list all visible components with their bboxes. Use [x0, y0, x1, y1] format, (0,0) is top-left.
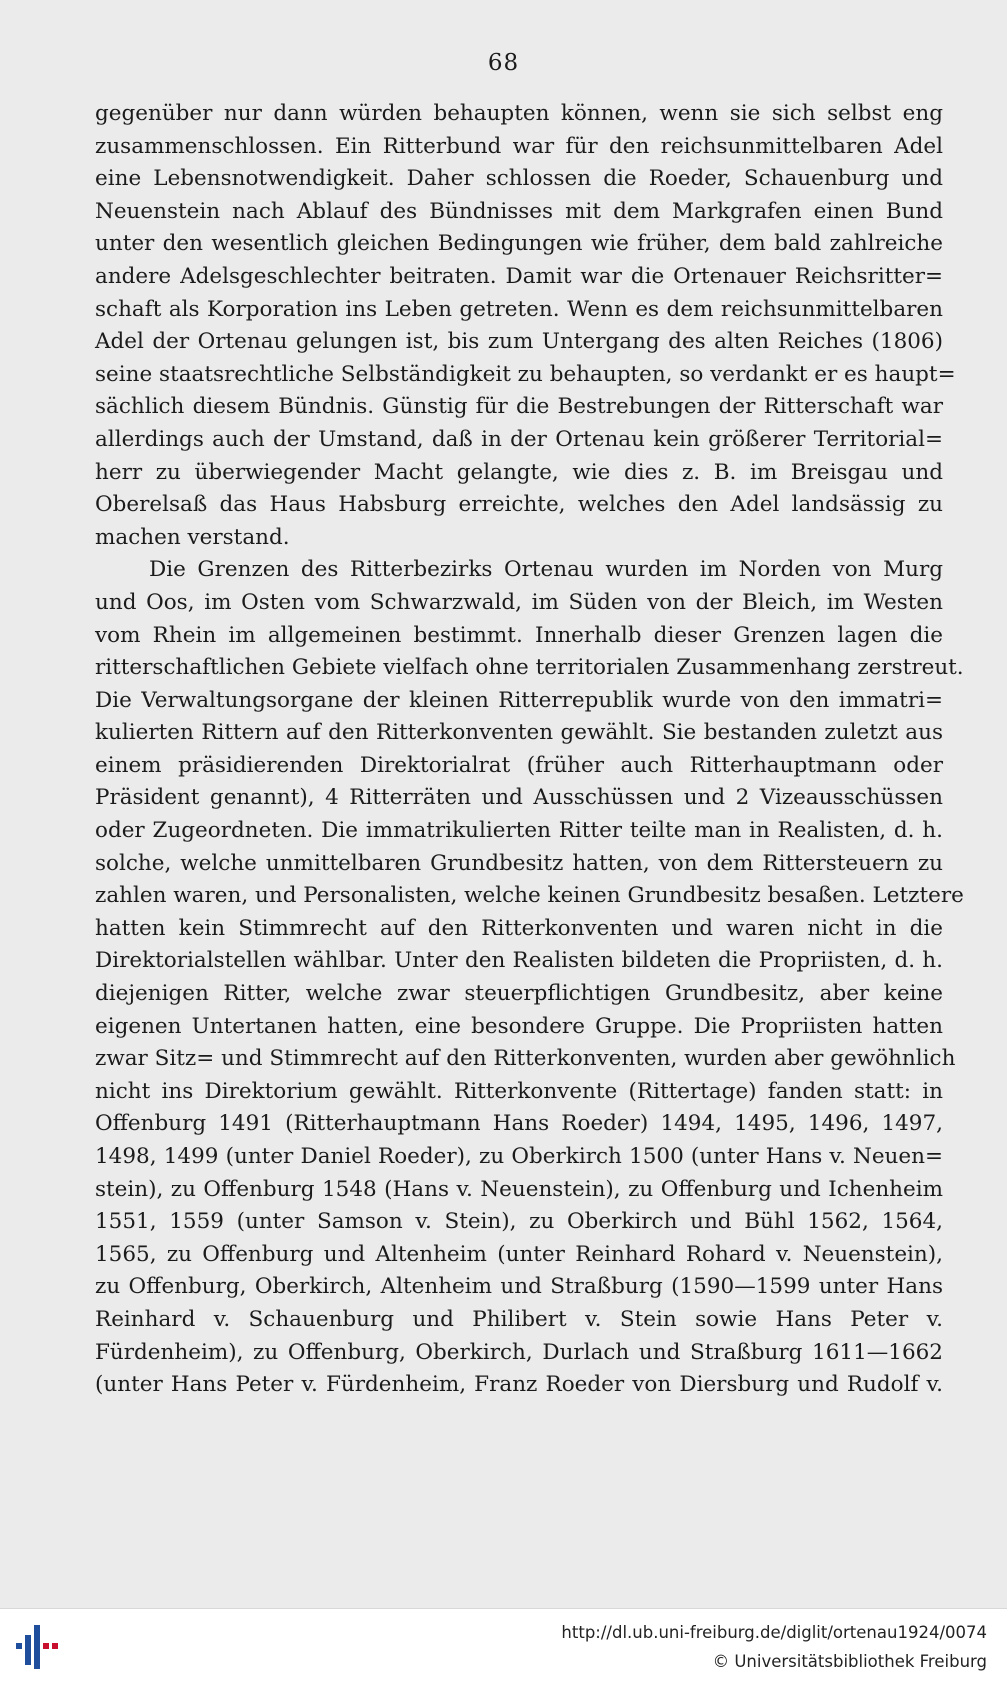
text-line: 1565, zu Offenburg und Altenheim (unter Reinhard Rohard v. Neuenstein), [95, 1241, 943, 1267]
text-line: einem präsidierenden Direktorialrat (früher auch Ritterhauptmann oder [95, 752, 943, 778]
text-line: zahlen waren, und Personalisten, welche keinen Grundbesitz besaßen. Letztere [95, 883, 964, 909]
text-line: 1551, 1559 (unter Samson v. Stein), zu Oberkirch und Bühl 1562, 1564, [95, 1209, 943, 1235]
text-line: Offenburg 1491 (Ritterhauptmann Hans Roeder) 1494, 1495, 1496, 1497, [95, 1111, 943, 1137]
text-line: Oberelsaß das Haus Habsburg erreichte, welches den Adel landsässig zu [95, 492, 943, 518]
text-line: 1498, 1499 (unter Daniel Roeder), zu Oberkirch 1500 (unter Hans v. Neuen= [95, 1144, 943, 1169]
text-line: Präsident genannt), 4 Ritterräten und Ausschüssen und 2 Vizeausschüssen [95, 785, 943, 811]
text-line: Die Grenzen des Ritterbezirks Ortenau wurden im Norden von Murg [149, 557, 943, 583]
text-line: Neuenstein nach Ablauf des Bündnisses mit dem Markgrafen einen Bund [95, 198, 943, 224]
copyright-notice: © Universitätsbibliothek Freiburg [712, 1652, 987, 1671]
text-line: stein), zu Offenburg 1548 (Hans v. Neuenstein), zu Offenburg und Ichenheim [95, 1176, 943, 1202]
text-line: ritterschaftlichen Gebiete vielfach ohne territorialen Zusammenhang zerstreut. [95, 655, 964, 681]
text-line: hatten kein Stimmrecht auf den Ritterkonventen und waren nicht in die [95, 915, 943, 941]
source-url-link[interactable]: http://dl.ub.uni-freiburg.de/diglit/ortenau1924/0074 [561, 1623, 987, 1642]
text-line: eine Lebensnotwendigkeit. Daher schlossen die Roeder, Schauenburg und [95, 166, 943, 192]
text-line: zusammenschlossen. Ein Ritterbund war für den reichsunmittelbaren Adel [95, 133, 943, 159]
text-line: Adel der Ortenau gelungen ist, bis zum Untergang des alten Reiches (1806) [95, 329, 943, 355]
text-line: sächlich diesem Bündnis. Günstig für die Bestrebungen der Ritterschaft war [95, 394, 943, 420]
text-line: kulierten Rittern auf den Ritterkonventen gewählt. Sie bestanden zuletzt aus [95, 720, 943, 746]
text-line: nicht ins Direktorium gewählt. Ritterkonvente (Rittertage) fanden statt: in [95, 1078, 943, 1104]
text-line: schaft als Korporation ins Leben getreten. Wenn es dem reichsunmittelbaren [95, 296, 943, 322]
text-line: machen verstand. [95, 524, 290, 550]
text-line: zwar Sitz= und Stimmrecht auf den Ritterkonventen, wurden aber gewöhnlich [95, 1046, 956, 1072]
text-line: und Oos, im Osten vom Schwarzwald, im Süden von der Bleich, im Westen [95, 589, 943, 615]
text-line: herr zu überwiegender Macht gelangte, wie dies z. B. im Breisgau und [95, 459, 943, 485]
text-line: Fürdenheim), zu Offenburg, Oberkirch, Durlach und Straßburg 1611—1662 [95, 1339, 943, 1365]
text-line: allerdings auch der Umstand, daß in der Ortenau kein größerer Territorial= [95, 426, 943, 452]
text-line: zu Offenburg, Oberkirch, Altenheim und Straßburg (1590—1599 unter Hans [95, 1274, 943, 1300]
text-line: diejenigen Ritter, welche zwar steuerpflichtigen Grundbesitz, aber keine [95, 981, 943, 1007]
text-line: (unter Hans Peter v. Fürdenheim, Franz Roeder von Diersburg und Rudolf v. [95, 1372, 943, 1398]
text-line: eigenen Untertanen hatten, eine besondere Gruppe. Die Propriisten hatten [95, 1013, 943, 1039]
text-line: gegenüber nur dann würden behaupten können, wenn sie sich selbst eng [95, 101, 943, 126]
text-line: oder Zugeordneten. Die immatrikulierten Ritter teilte man in Realisten, d. h. [95, 818, 943, 844]
text-line: andere Adelsgeschlechter beitraten. Damit war die Ortenauer Reichsritter= [95, 263, 943, 289]
ub-freiburg-logo-icon [12, 1621, 64, 1673]
footer-bar [0, 1608, 1007, 1682]
text-line: Reinhard v. Schauenburg und Philibert v. Stein sowie Hans Peter v. [95, 1306, 943, 1332]
body-text [95, 98, 964, 1402]
text-line: Die Verwaltungsorgane der kleinen Ritterrepublik wurde von den immatri= [95, 687, 943, 713]
text-line: solche, welche unmittelbaren Grundbesitz hatten, von dem Rittersteuern zu [95, 850, 943, 876]
text-line: seine staatsrechtliche Selbständigkeit zu behaupten, so verdankt er es haupt= [95, 361, 956, 387]
text-line: Direktorialstellen wählbar. Unter den Realisten bildeten die Propriisten, d. h. [95, 948, 943, 974]
text-line: vom Rhein im allgemeinen bestimmt. Innerhalb dieser Grenzen lagen die [95, 622, 943, 648]
text-line: unter den wesentlich gleichen Bedingungen wie früher, dem bald zahlreiche [95, 231, 943, 257]
page-number: 68 [487, 50, 520, 76]
